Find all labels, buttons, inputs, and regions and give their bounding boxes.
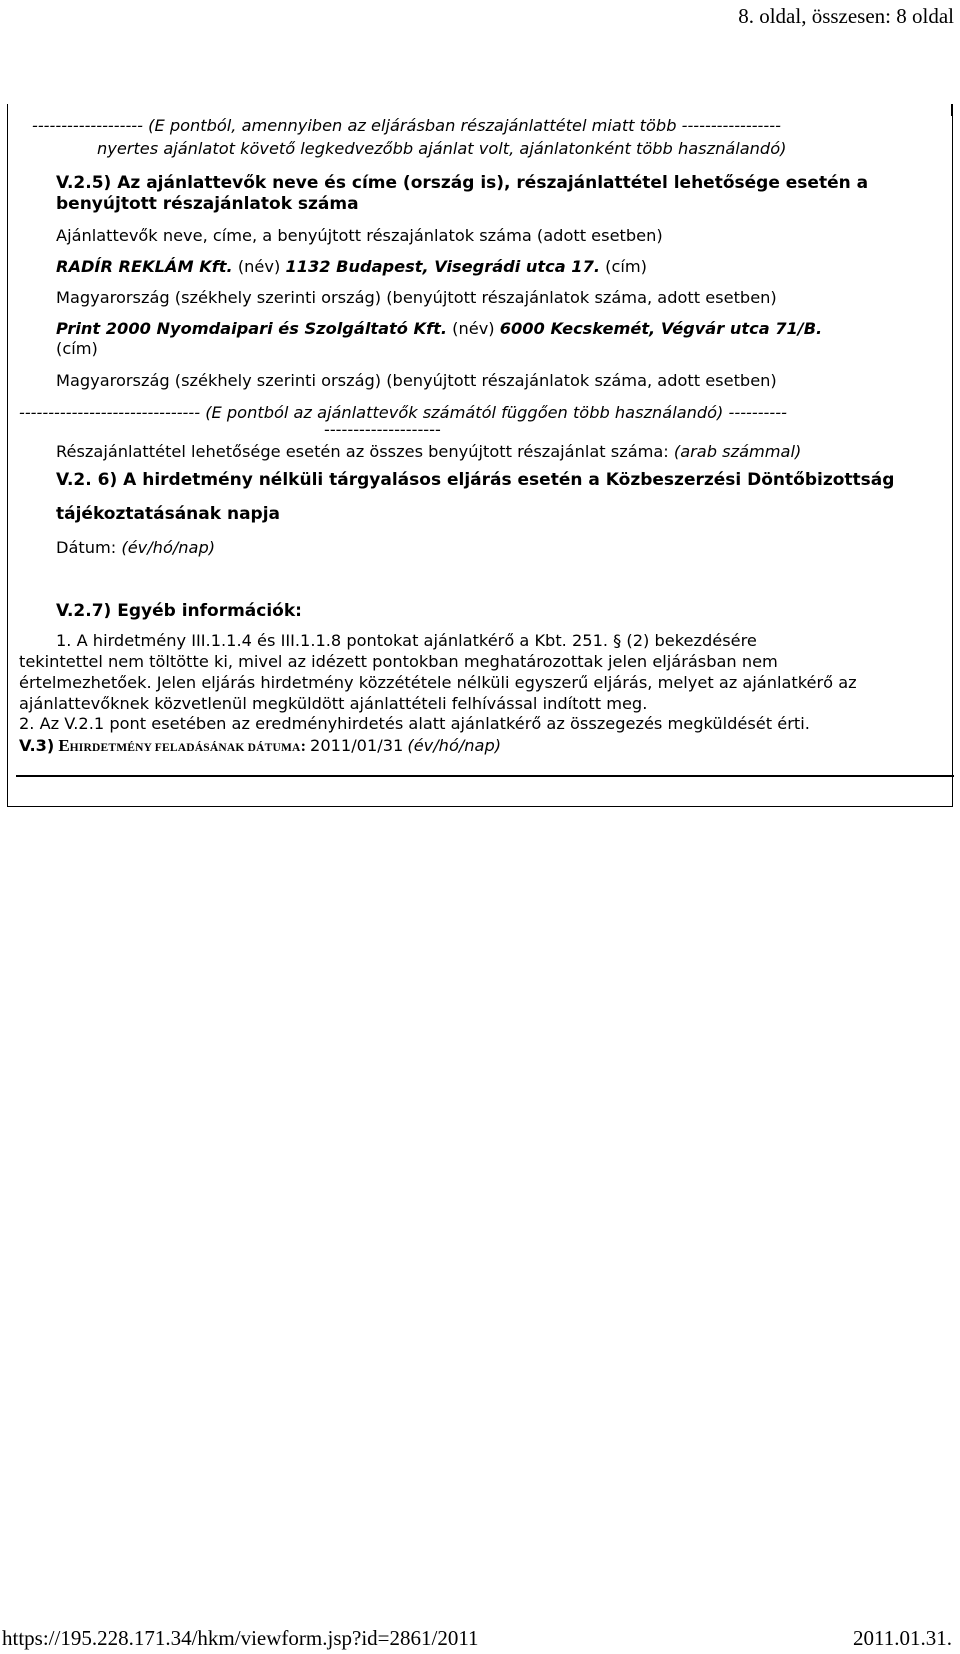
section-v3-line bbox=[19, 736, 501, 758]
page-number-header: 8. oldal, összesen: 8 oldal bbox=[738, 4, 954, 28]
section-v25-heading-1: V.2.5) Az ajánlattevők neve és címe (ország is), részajánlattétel lehetősége esetén a bbox=[56, 173, 869, 193]
section-divider bbox=[16, 775, 954, 777]
dash-note-line-1: ------------------- (E pontból, amennyiben az eljárásban részajánlattétel miatt több ----------------- bbox=[32, 116, 781, 135]
section-v3-label: V.3) bbox=[19, 736, 55, 755]
bidder-1-name-label: (név) bbox=[237, 257, 281, 276]
other-info-line-1: 1. A hirdetmény III.1.1.4 és III.1.1.8 pontokat ajánlatkérő a Kbt. 251. § (2) bekezdésére bbox=[56, 631, 757, 650]
date-label: Dátum: bbox=[56, 538, 117, 557]
frame-right-tick bbox=[951, 104, 952, 116]
dash-note-line-3: ------------------------------- (E pontból az ajánlattevők számától függően több használandó) ---------- bbox=[19, 403, 787, 422]
section-v25-heading-2: benyújtott részajánlatok száma bbox=[56, 194, 359, 214]
section-v3-date-hint: (év/hó/nap) bbox=[407, 736, 502, 755]
section-v26-heading-1: V.2. 6) A hirdetmény nélküli tárgyalásos eljárás esetén a Közbeszerzési Döntőbizottság bbox=[56, 470, 895, 490]
dash-note-line-2: nyertes ajánlatot követő legkedvezőbb ajánlat volt, ajánlatonként több használandó) bbox=[97, 139, 787, 158]
bidder-1-country: Magyarország (székhely szerinti ország) (benyújtott részajánlatok száma, adott esetben) bbox=[56, 288, 777, 307]
bidder-1-address-label: (cím) bbox=[605, 257, 647, 276]
section-v3-title-initial: E bbox=[58, 736, 70, 755]
bidder-2-line bbox=[56, 319, 822, 339]
partial-bid-hint: (arab számmal) bbox=[673, 442, 802, 461]
footer-url: https://195.228.171.34/hkm/viewform.jsp?id=2861/2011 bbox=[2, 1626, 479, 1650]
bidder-2-name-label: (név) bbox=[452, 319, 495, 338]
dash-note-line-4: -------------------- bbox=[324, 420, 441, 439]
other-info-line-3: értelmezhetőek. Jelen eljárás hirdetmény közzététele nélküli egyszerű eljárás, melyet az ajánlatkérő az bbox=[19, 673, 857, 692]
bidder-2-name: Print 2000 Nyomdaipari és Szolgáltató Kft. bbox=[56, 319, 447, 338]
section-v3-date: 2011/01/31 bbox=[310, 736, 404, 755]
bidder-1-name: RADÍR REKLÁM Kft. bbox=[56, 257, 233, 276]
decision-date-line bbox=[56, 538, 215, 558]
frame-left-tick bbox=[7, 104, 8, 116]
partial-bid-count-line bbox=[56, 442, 801, 462]
date-hint: (év/hó/nap) bbox=[121, 538, 216, 557]
bidder-2-address-label: (cím) bbox=[56, 339, 98, 358]
bidders-intro: Ajánlattevők neve, címe, a benyújtott részajánlatok száma (adott esetben) bbox=[56, 226, 663, 245]
section-v3-title: HIRDETMÉNY FELADÁSÁNAK DÁTUMA bbox=[69, 742, 301, 754]
other-info-line-5: 2. Az V.2.1 pont esetében az eredményhirdetés alatt ajánlatkérő az összegezés megküldését érti. bbox=[19, 714, 810, 733]
section-v3-colon: : bbox=[300, 737, 306, 755]
section-v27-heading: V.2.7) Egyéb információk: bbox=[56, 601, 302, 621]
other-info-line-2: tekintettel nem töltötte ki, mivel az idézett pontokban meghatározottak jelen eljárásban nem bbox=[19, 652, 778, 671]
bidder-2-country: Magyarország (székhely szerinti ország) (benyújtott részajánlatok száma, adott esetben) bbox=[56, 371, 777, 390]
bidder-1-line bbox=[56, 257, 647, 277]
bidder-1-address: 1132 Budapest, Visegrádi utca 17. bbox=[285, 257, 600, 276]
other-info-line-4: ajánlattevőknek közvetlenül megküldött ajánlattételi felhívással indított meg. bbox=[19, 694, 648, 713]
bidder-2-address: 6000 Kecskemét, Végvár utca 71/B. bbox=[499, 319, 823, 338]
partial-bid-label: Részajánlattétel lehetősége esetén az összes benyújtott részajánlat száma: bbox=[56, 442, 669, 461]
footer-date: 2011.01.31. bbox=[853, 1626, 952, 1650]
section-v26-heading-2: tájékoztatásának napja bbox=[56, 504, 281, 524]
